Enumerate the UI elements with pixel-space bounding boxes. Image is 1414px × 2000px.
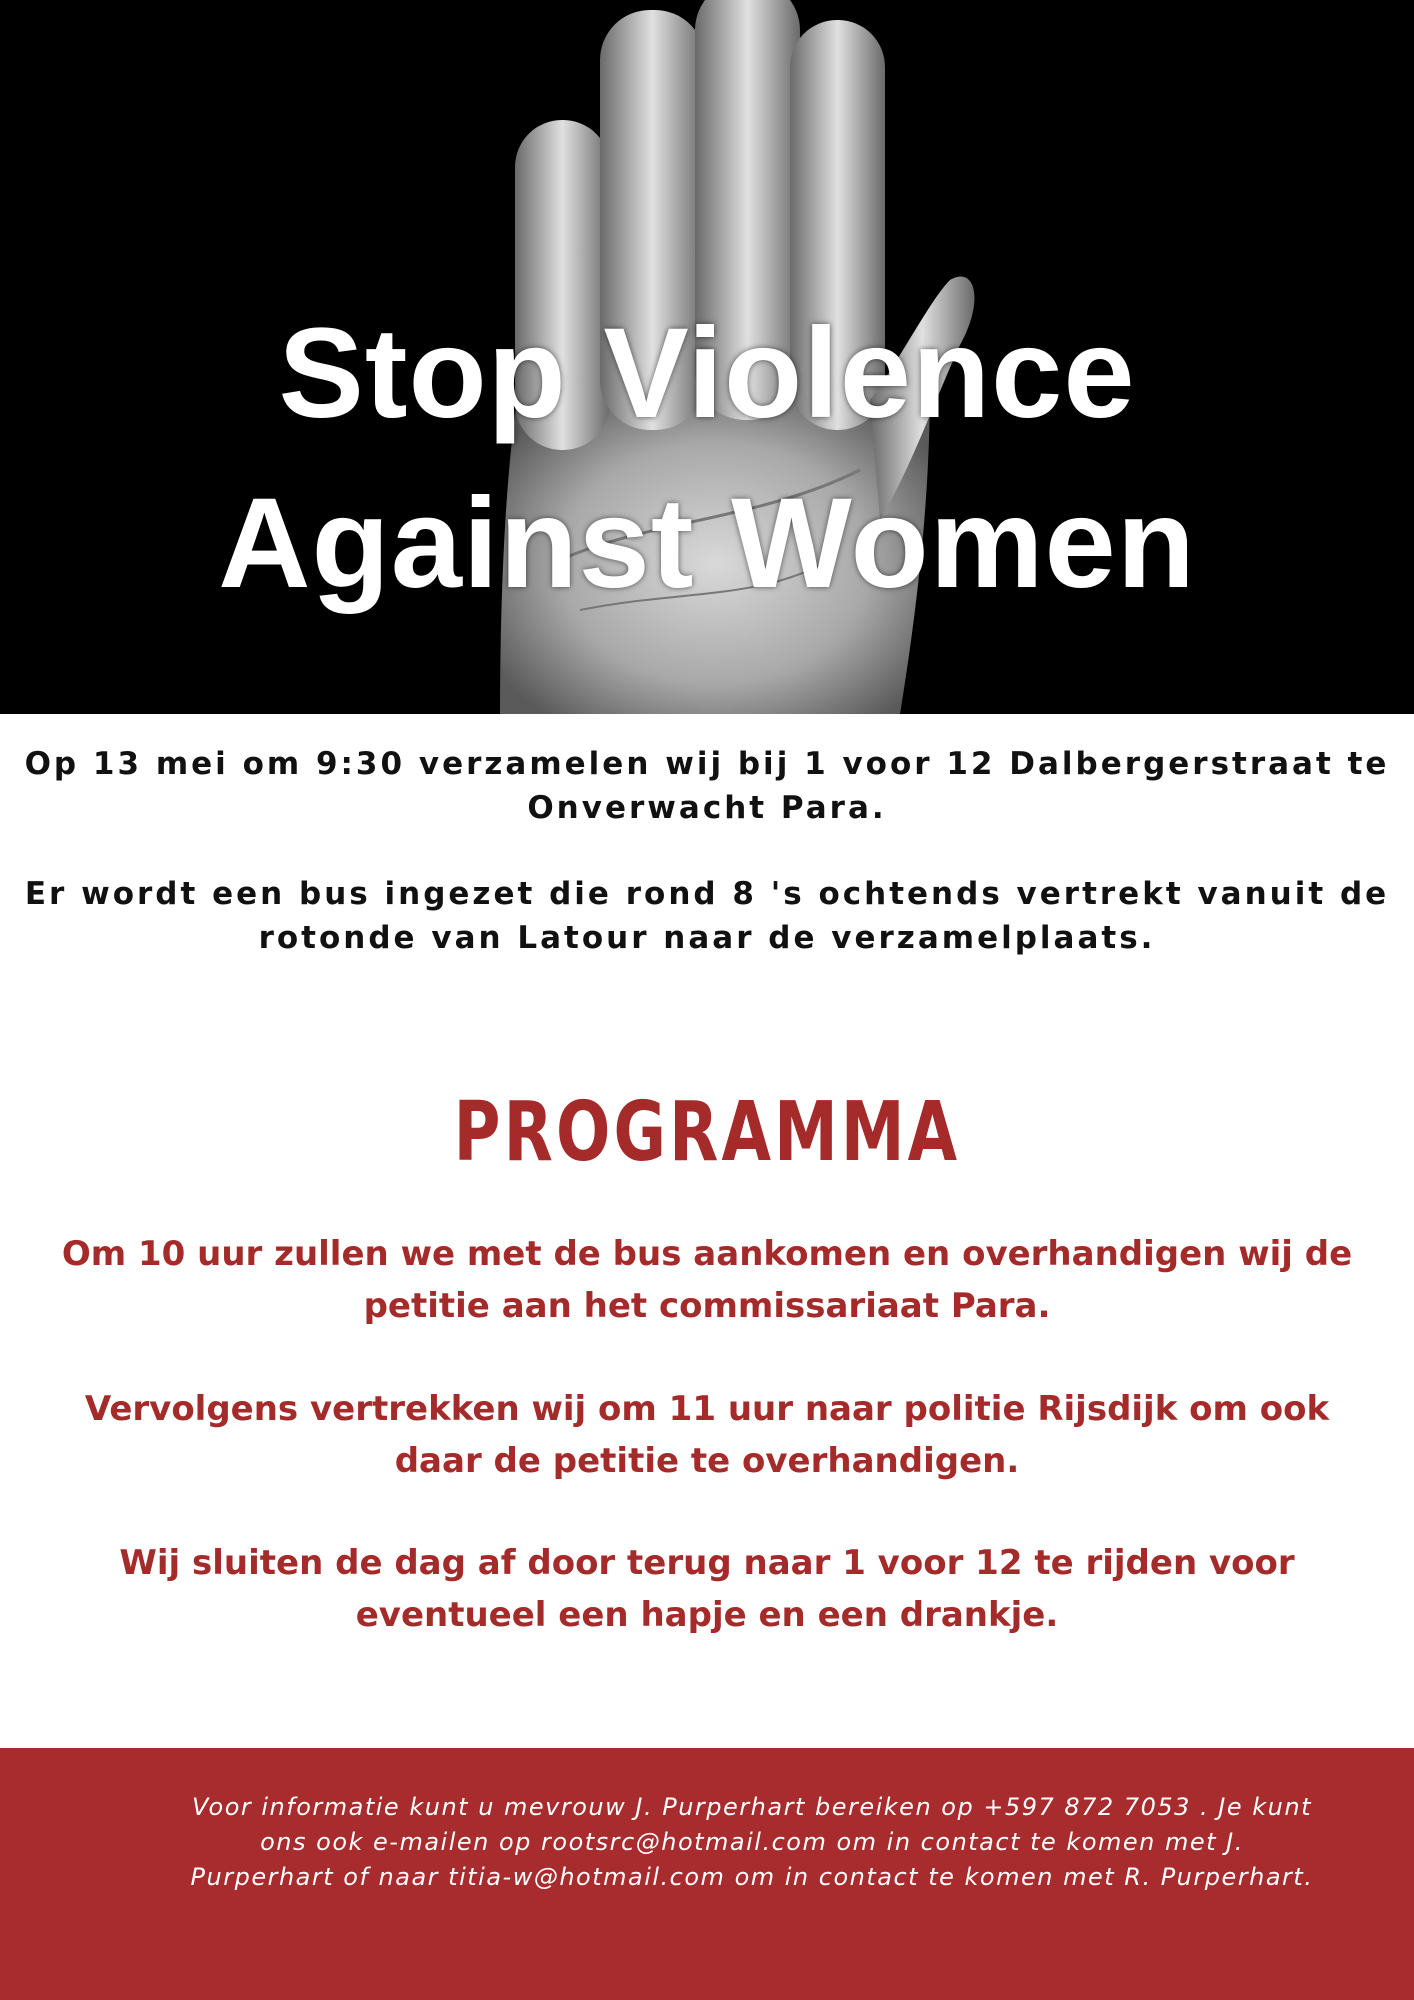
program-item: Om 10 uur zullen we met de bus aankomen en overhandigen wij de petitie aan het commissariaat Para. [61, 1234, 1353, 1326]
contact-footer [0, 1748, 1414, 2000]
contact-info-text: Voor informatie kunt u mevrouw J. Purperhart bereiken op +597 872 7053 . Je kunt ons ook e-mailen op rootsrc@hotmail.com om in contact te komen met J. Purperhart of naar titia-w@hotmail.com om in contact te komen met R. Purperhart. [190, 1793, 1314, 1891]
program-item: Vervolgens vertrekken wij om 11 uur naar politie Rijsdijk om ook daar de petitie te overhandigen. [84, 1389, 1330, 1481]
intro-paragraph-gathering: Op 13 mei om 9:30 verzamelen wij bij 1 voor 12 Dalbergerstraat te Onverwacht Para. [24, 746, 1390, 826]
hero-title-line2: Against Women [218, 472, 1196, 615]
intro-paragraph-bus: Er wordt een bus ingezet die rond 8 's ochtends vertrekt vanuit de rotonde van Latour naar de verzamelplaats. [24, 876, 1390, 956]
program-heading: PROGRAMMA [453, 1085, 961, 1180]
program-item: Wij sluiten de dag af door terug naar 1 voor 12 te rijden voor eventueel een hapje en een drankje. [119, 1543, 1295, 1635]
hero-banner [0, 0, 1414, 714]
hero-title-line1: Stop Violence [278, 302, 1136, 445]
